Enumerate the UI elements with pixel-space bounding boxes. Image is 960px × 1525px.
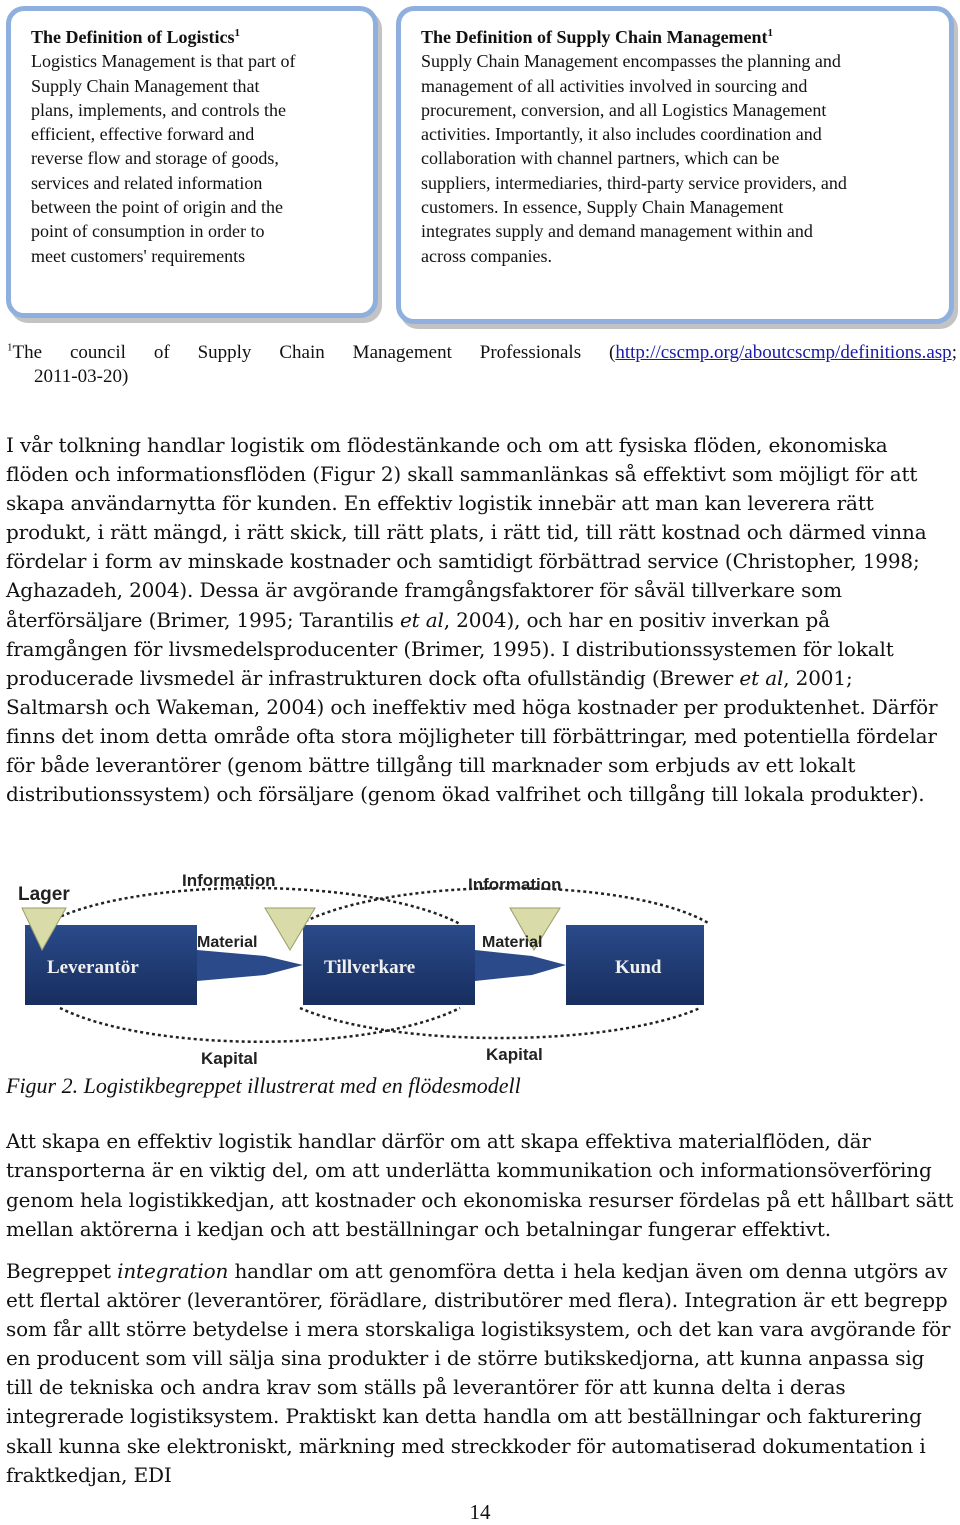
label-kapital-2: Kapital bbox=[486, 1045, 543, 1064]
definition-line: efficient, effective forward and bbox=[31, 124, 255, 145]
footnote-word: $^1$The bbox=[7, 341, 43, 363]
paragraph-effective-logistics: Att skapa en effektiv logistik handlar därför om att skapa effektiva materialflöden, där transporterna är en viktig del, om att underlätta kommunikation och informationsöverföring genom hela logistikkedjan, att kostnader och ekonomiska resurser fördelas på ett hållbart sätt mellan aktörerna i kedjan och att beställningar och betalningar fungerar effektivt. bbox=[6, 1129, 954, 1241]
footnote-source: (http://cscmp.org/aboutcscmp/definitions.asp; bbox=[609, 342, 957, 363]
figure-caption: Figur 2. Logistikbegreppet illustrerat med en flödesmodell bbox=[6, 1073, 521, 1098]
footnote bbox=[7, 341, 957, 389]
definition-line: across companies. bbox=[421, 245, 552, 266]
definition-line: meet customers' requirements bbox=[31, 245, 246, 266]
footnote-word: of bbox=[153, 342, 170, 363]
logistics-definition-box bbox=[6, 6, 378, 318]
footnote-word: Management bbox=[352, 342, 452, 363]
footnote-line bbox=[7, 341, 957, 365]
logistics-definition-text bbox=[31, 49, 361, 268]
definition-line: collaboration with channel partners, which can be bbox=[421, 148, 780, 169]
definition-line: plans, implements, and controls the bbox=[31, 99, 286, 120]
footnote-link[interactable]: http://cscmp.org/aboutcscmp/definitions.asp bbox=[615, 342, 952, 363]
block-label-tillverkare: Tillverkare bbox=[324, 957, 416, 978]
label-kapital-1: Kapital bbox=[201, 1049, 258, 1068]
label-material-1: Material bbox=[197, 934, 258, 951]
logistics-flow-figure bbox=[10, 858, 720, 1073]
definition-line: between the point of origin and the bbox=[31, 197, 283, 218]
definition-line: services and related information bbox=[31, 172, 263, 193]
material-arrow-2 bbox=[475, 950, 566, 981]
kapital-arc-2 bbox=[300, 1008, 700, 1038]
material-arrow-1 bbox=[197, 950, 303, 981]
footnote-word: council bbox=[69, 342, 126, 363]
scm-definition-box bbox=[396, 6, 954, 324]
scm-definition-title: The Definition of Supply Chain Management$^1$ bbox=[421, 27, 774, 47]
paragraph-integration: Begreppet integration handlar om att genomföra detta i hela kedjan även om denna utgörs av ett flertal aktörer (leverantörer, förädlare, distributörer med flera). Integration är ett begrepp som får allt större betydelse i mera storskaliga logistiksystem, och det kan vara avgörande för en producent som vill sälja sina produkter i de större butikskedjorna, att kunna anpassa sig till de tekniska och andra krav som ställs på leverantörer för att kunna delta i deras integrerade logistiksystem. Praktiskt kan detta handla om att beställningar och fakturering skall kunna ske elektroniskt, märkning med streckkoder för automatiserad dokumentation i fraktkedjan, EDI bbox=[6, 1259, 951, 1487]
label-information-2: Information bbox=[468, 875, 562, 894]
et-al: et al bbox=[739, 665, 784, 690]
definition-line: Supply Chain Management encompasses the planning and bbox=[421, 51, 841, 72]
definition-line: management of all activities involved in sourcing and bbox=[421, 75, 808, 96]
definition-line: reverse flow and storage of goods, bbox=[31, 148, 279, 169]
information-arc-1 bbox=[45, 888, 460, 924]
definition-line: point of consumption in order to bbox=[31, 221, 265, 242]
logistics-definition-title: The Definition of Logistics$^1$ bbox=[31, 27, 241, 47]
footnote-word: Supply bbox=[197, 342, 252, 363]
definition-line: activities. Importantly, it also includes coordination and bbox=[421, 124, 822, 145]
footnote-date: 2011-03-20) bbox=[34, 366, 129, 387]
et-al: et al bbox=[399, 607, 444, 632]
label-lager: Lager bbox=[18, 884, 70, 905]
definition-line: Supply Chain Management that bbox=[31, 75, 260, 96]
label-material-2: Material bbox=[482, 934, 543, 951]
label-information-1: Information bbox=[182, 871, 276, 890]
block-label-leverantor: Leverantör bbox=[47, 957, 139, 978]
definition-line: customers. In essence, Supply Chain Management bbox=[421, 197, 784, 218]
footnote-word: Chain bbox=[279, 342, 325, 363]
block-label-kund: Kund bbox=[615, 957, 662, 978]
definition-line: integrates supply and demand management within and bbox=[421, 221, 813, 242]
definition-line: suppliers, intermediaries, third-party service providers, and bbox=[421, 172, 847, 193]
term-integration: integration bbox=[117, 1259, 229, 1283]
kapital-arc-1 bbox=[60, 1008, 460, 1042]
scm-definition-text bbox=[421, 49, 937, 268]
page-number: 14 bbox=[469, 1500, 491, 1524]
definition-line: procurement, conversion, and all Logistics Management bbox=[421, 99, 827, 120]
footnote-word: Professionals bbox=[479, 342, 582, 363]
definition-line: Logistics Management is that part of bbox=[31, 51, 296, 72]
paragraph-logistics-interpretation: I vår tolkning handlar logistik om flödestänkande och om att fysiska flöden, ekonomiska flöden och informationsflöden (Figur 2) skall sammanlänkas så effektivt som möjligt för att skapa användarnytta för kunden. En effektiv logistik innebär att man kan leverera rätt produkt, i rätt mängd, i rätt skick, till rätt plats, i rätt tid, till rätt kostnad och därmed vinna fördelar i form av minskade kostnader och samtidigt förbättrad service (Christopher, 1998; Aghazadeh, 2004). Dessa är avgörande framgångsfaktorer för såväl tillverkare som återförsäljare (Brimer, 1995; Tarantilis et al, 2004), och har en positiv inverkan på framgången för livsmedelsproducenter (Brimer, 1995). I distributionssystemen för lokalt producerade livsmedel är infrastrukturen dock ofta ofullständig (Brewer et al, 2001; Saltmarsh och Wakeman, 2004) och ineffektiv med höga kostnader per produktenhet. Därför finns det inom detta område ofta stora möjligheter till förbättringar, med potentiella fördelar för både leverantörer (genom bättre tillgång till marknader som erbjuds av ett lokalt distributionssystem) och försäljare (genom ökad valfrihet och tillgång till lokala produkter). bbox=[6, 433, 938, 807]
